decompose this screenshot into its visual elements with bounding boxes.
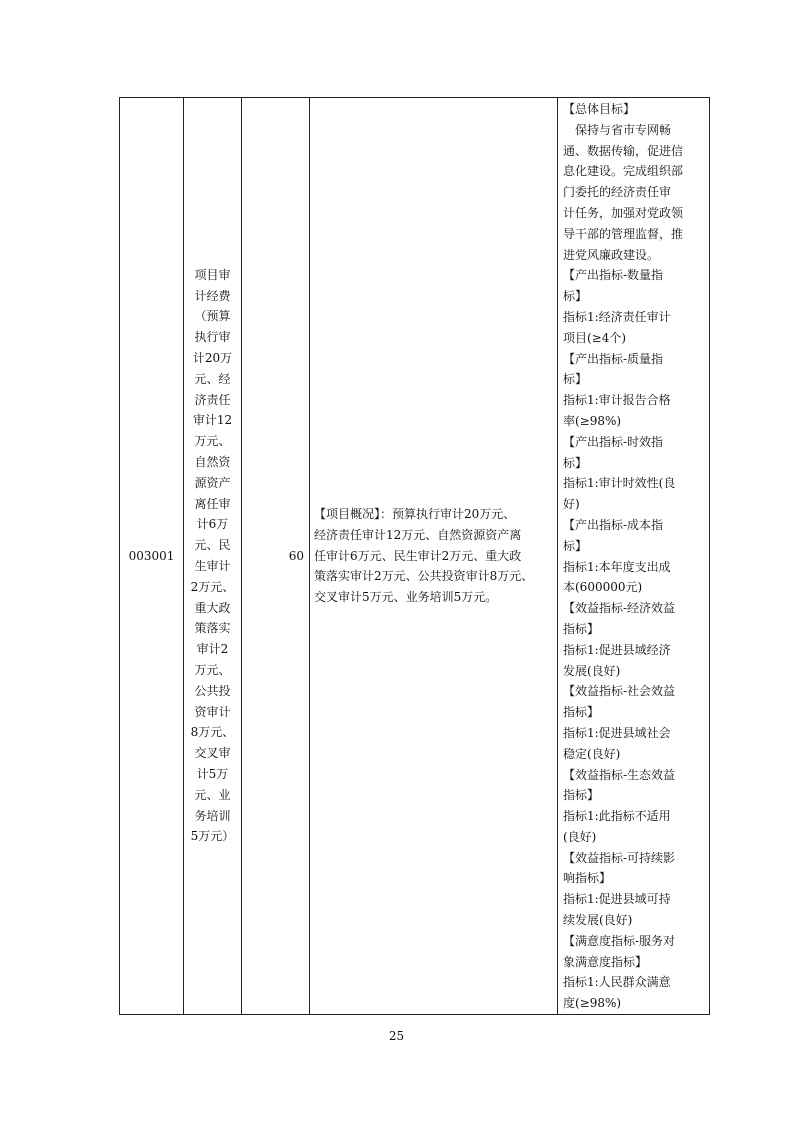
project-name-line: 元、民 bbox=[194, 538, 231, 553]
target-line: 指标1:促进县域社会 bbox=[563, 725, 671, 740]
page-number: 25 bbox=[388, 1029, 405, 1043]
project-name-line: 源资产 bbox=[194, 475, 231, 490]
target-line: 【效益指标-社会效益 bbox=[563, 684, 676, 699]
target-line: 计任务，加强对党政领 bbox=[563, 205, 684, 220]
target-line: 进党风廉政建设。 bbox=[563, 247, 660, 262]
target-line: 好) bbox=[563, 497, 580, 512]
target-line: 【效益指标-可持续影 bbox=[563, 850, 676, 865]
target-line: 通、数据传输，促进信 bbox=[563, 143, 684, 158]
project-name-line: 元、业 bbox=[194, 787, 231, 802]
amount-cell: 60 bbox=[242, 98, 310, 1015]
target-line: 指标1:审计报告合格 bbox=[563, 393, 671, 408]
target-line: 指标1:经济责任审计 bbox=[563, 309, 671, 324]
performance-target-cell bbox=[558, 98, 710, 1015]
target-line: 【产出指标-时效指 bbox=[563, 434, 664, 449]
target-line: 【产出指标-成本指 bbox=[563, 517, 664, 532]
target-line: 【满意度指标-服务对 bbox=[563, 933, 676, 948]
target-line: 度(≥98%) bbox=[563, 996, 622, 1011]
overview-line: 交叉审计5万元、业务培训5万元。 bbox=[314, 590, 498, 605]
project-name-line: 重大政 bbox=[194, 600, 231, 615]
target-line: 【总体目标】 bbox=[563, 102, 636, 116]
project-name-line: 万元、 bbox=[194, 663, 231, 678]
project-name-line: 计6万 bbox=[196, 517, 229, 532]
target-line: 息化建设。完成组织部 bbox=[563, 164, 684, 179]
overview-line: 经济责任审计12万元、自然资源资产离 bbox=[314, 527, 522, 542]
target-line: 率(≥98%) bbox=[563, 413, 622, 428]
project-name-line: 计经费 bbox=[194, 288, 231, 303]
project-name-line: 执行审 bbox=[194, 330, 231, 345]
target-line: 指标】 bbox=[563, 621, 600, 636]
project-name-line: 元、经 bbox=[194, 371, 231, 386]
target-line: 【产出指标-数量指 bbox=[563, 268, 664, 283]
target-line: 指标】 bbox=[563, 788, 600, 803]
project-name-line: 资审计 bbox=[194, 704, 231, 719]
target-line: 指标1:本年度支出成 bbox=[563, 559, 671, 574]
target-line: 保持与省市专网畅 bbox=[575, 122, 672, 137]
project-name-line: 8万元、 bbox=[190, 725, 235, 740]
target-line: 指标1:人民群众满意 bbox=[563, 975, 671, 990]
project-name-line: 离任审 bbox=[194, 496, 231, 511]
project-name-line: 公共投 bbox=[194, 683, 231, 698]
target-line: 指标1:促进县域经济 bbox=[563, 642, 671, 657]
target-line: 导干部的管理监督，推 bbox=[563, 226, 684, 241]
target-line: 标】 bbox=[563, 289, 588, 304]
target-line: 指标1:审计时效性(良 bbox=[563, 476, 676, 491]
project-code-cell: 003001 bbox=[120, 98, 184, 1015]
target-line: 响指标】 bbox=[563, 871, 612, 886]
target-line: (良好) bbox=[563, 829, 597, 844]
target-line: 续发展(良好) bbox=[563, 913, 633, 928]
target-line: 指标】 bbox=[563, 705, 600, 720]
project-name-line: 审计12 bbox=[192, 413, 233, 428]
target-line: 【产出指标-质量指 bbox=[563, 351, 664, 366]
target-line: 指标1:促进县域可持 bbox=[563, 892, 671, 907]
target-line: 项目(≥4个) bbox=[563, 330, 627, 345]
project-name-line: 计5万 bbox=[196, 767, 229, 781]
target-line: 【效益指标-经济效益 bbox=[563, 601, 676, 616]
project-name-line: 生审计 bbox=[194, 559, 231, 574]
target-line: 标】 bbox=[563, 372, 588, 387]
project-name-line: 万元、 bbox=[194, 434, 231, 449]
target-line: 稳定(良好) bbox=[563, 746, 621, 761]
target-line: 标】 bbox=[563, 455, 588, 470]
project-table bbox=[119, 97, 710, 1015]
project-name-line: 5万元） bbox=[190, 829, 235, 844]
overview-line: 策落实审计2万元、公共投资审计8万元、 bbox=[314, 569, 534, 584]
overview-line: 【项目概况】：预算执行审计20万元、 bbox=[314, 507, 516, 522]
target-line: 象满意度指标】 bbox=[563, 954, 648, 969]
project-name-cell bbox=[184, 98, 242, 1015]
project-name-line: 策落实 bbox=[194, 621, 231, 636]
target-line: 【效益指标-生态效益 bbox=[563, 767, 676, 782]
project-name-line: 计20万 bbox=[192, 351, 233, 366]
project-overview-cell bbox=[310, 98, 558, 1015]
project-name-line: 项目审 bbox=[194, 267, 231, 282]
project-name-line: （预算 bbox=[194, 309, 231, 324]
project-name-line: 审计2 bbox=[196, 642, 229, 657]
target-line: 指标1:此指标不适用 bbox=[563, 809, 671, 824]
target-line: 门委托的经济责任审 bbox=[563, 185, 672, 200]
project-name-line: 济责任 bbox=[194, 392, 231, 407]
project-name-line: 2万元、 bbox=[190, 579, 235, 594]
target-line: 本(600000元) bbox=[563, 580, 643, 595]
project-name-line: 交叉审 bbox=[194, 746, 231, 761]
overview-line: 任审计6万元、民生审计2万元、重大政 bbox=[314, 548, 522, 563]
target-line: 发展(良好) bbox=[563, 663, 621, 678]
table-row bbox=[120, 98, 710, 1015]
project-name-line: 自然资 bbox=[194, 455, 231, 470]
target-line: 标】 bbox=[563, 538, 588, 553]
project-name-line: 务培训 bbox=[194, 808, 231, 823]
